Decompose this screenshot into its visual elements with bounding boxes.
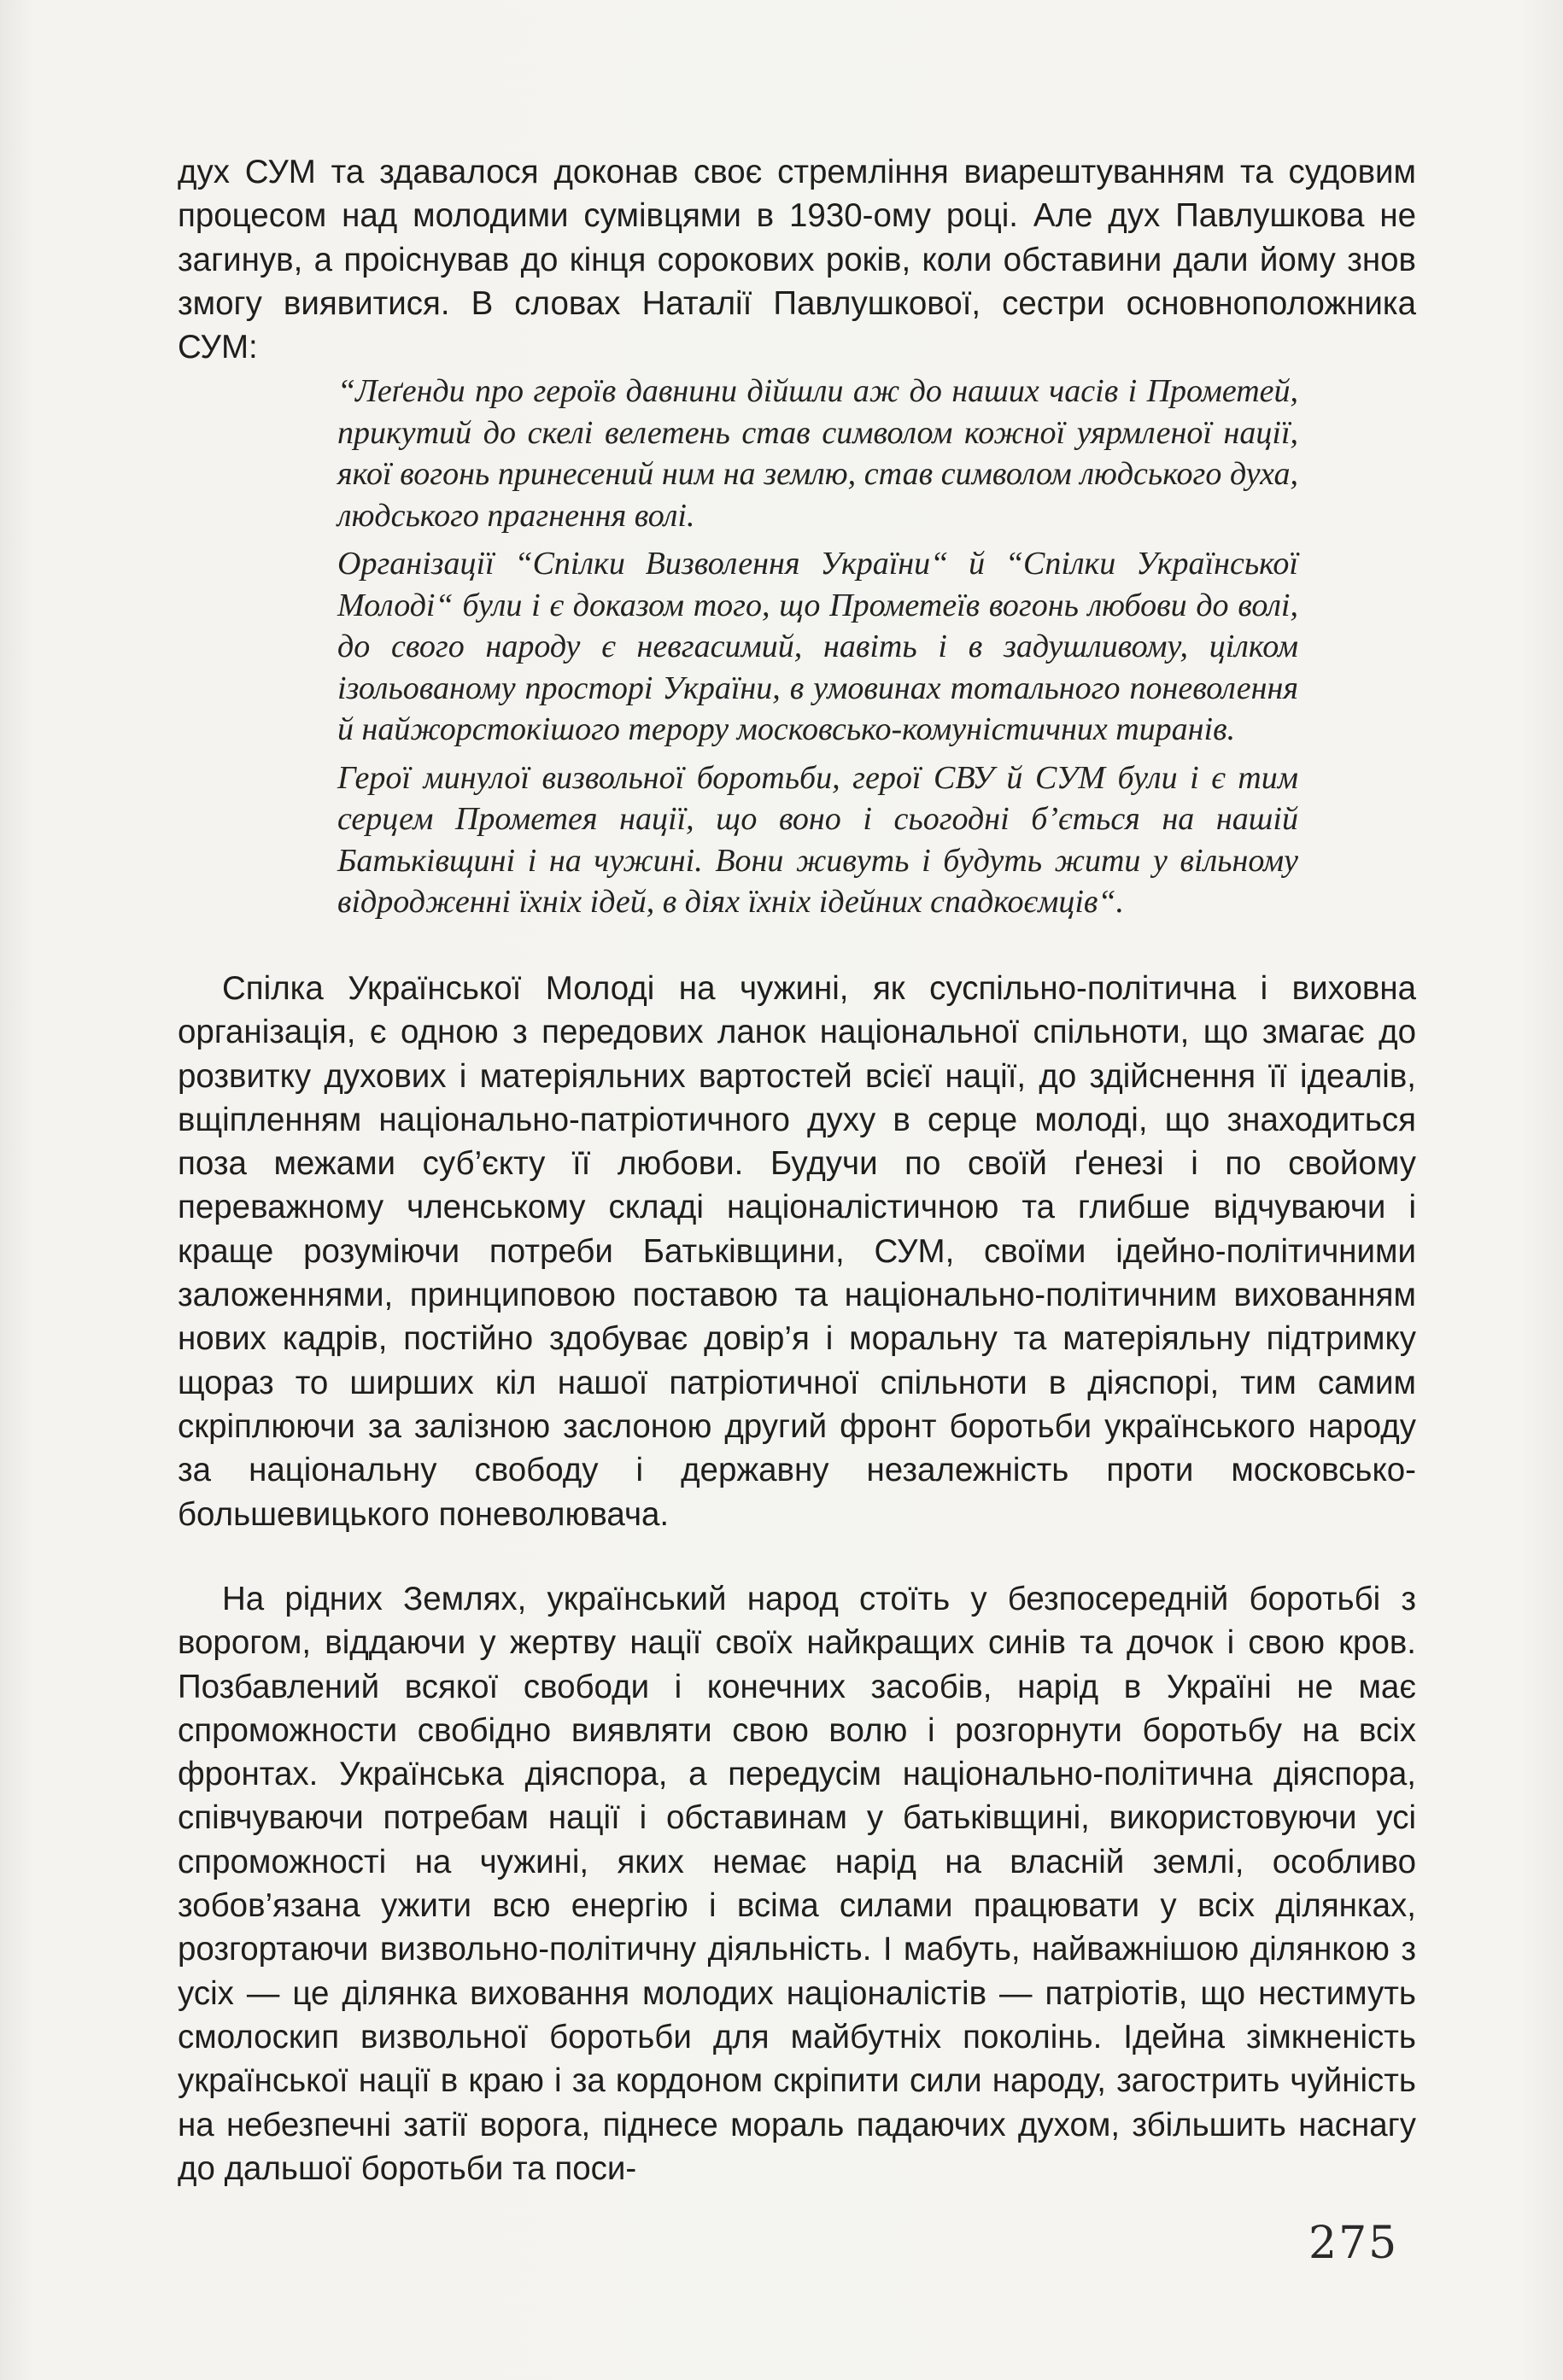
page-number: 275 [1308,2218,1399,2269]
intro-paragraph: дух СУМ та здавалося доконав своє стремління виарештуванням та судовим процесом над молодими сумівцями в 1930-ому році. Але дух Павлушкова не загинув, а проіснував до кінця сорокових років, коли обставини дали йому знов змогу виявитися. В словах Наталії Павлушкової, сестри основноположника СУМ: [178,154,1416,366]
quotation-block [337,371,1298,930]
body-paragraph-2: На рідних Землях, український народ стоїть у безпосередній боротьбі з ворогом, віддаючи у жертву нації своїх найкращих синів та дочок і свою кров. Позбавлений всякої свободи і конечних засобів, нарід в Україні не має спроможности свобідно виявляти свою волю і розгорнути боротьбу на всіх фронтах. Українська діяспора, а передусім національно-політична діяспора, співчуваючи потребам нації і обставинам у батьківщині, використовуючи усі спроможності на чужині, яких немає нарід на власній землі, особливо зобов’язана ужити всю енергію і всіма силами працювати у всіх ділянках, розгортаючи визвольно-політичну діяльність. І мабуть, найважнішою ділянкою з усіх — це ділянка виховання молодих націоналістів — патріотів, що нестимуть смолоскип визвольної боротьби для майбутніх поколінь. Ідейна зімкненість української нації в краю і за кордоном скріпити сили народу, загострить чуйність на небезпечні затії ворога, піднесе мораль падаючих духом, збільшить наснагу до дальшої боротьби та поси- [178,1581,1416,2187]
body-paragraph-1: Спілка Української Молоді на чужині, як суспільно-політична і виховна організація, є одною з передових ланок національної спільноти, що змагає до розвитку духових і матеріяльних вартостей всієї нації, до здійснення її ідеалів, вщіпленням національно-патріотичного духу в серце молоді, що знаходиться поза межами суб’єкту її любови. Будучи по своїй ґенезі і по свойому переважному членському складі націоналістичною та глибше відчуваючи і краще розуміючи потреби Батьківщини, СУМ, своїми ідейно-політичними заложеннями, принциповою поставою та національно-політичним вихованням нових кадрів, постійно здобуває довір’я і моральну та матеріяльну підтримку щораз то ширших кіл нашої патріотичної спільноти в діяспорі, тим самим скріплюючи за залізною заслоною другий фронт боротьби українського народу за національну свободу і державну незалежність проти московсько-большевицького поневолювача. [178,970,1416,1533]
body-paragraph-2-block [178,1577,1416,2190]
quote-paragraph-2: Організації “Спілки Визволення України“ й “Спілки Української Молоді“ були і є доказом того, що Прометеїв вогонь любови до волі, до свого народу є невгасимий, навіть і в задушливому, цілком ізольованому просторі України, в умовинах тотального поневолення й найжорстокішого терору московсько-комуністичних тиранів. [337,546,1298,747]
intro-paragraph-block [178,150,1416,369]
quote-paragraph-1: “Леґенди про героїв давнини дійшли аж до наших часів і Прометей, прикутий до скелі велетень став символом кожної уярмленої нації, якої вогонь принесений ним на землю, став символом людського духа, людського прагнення волі. [337,373,1298,534]
body-paragraph-1-block [178,967,1416,1536]
quote-paragraph-3: Герої минулої визвольної боротьби, герої СВУ й СУМ були і є тим серцем Прометея нації, що воно і сьогодні б’ється на нашій Батьківщині і на чужині. Вони живуть і будуть жити у вільному відродженні їхніх ідей, в діях їхніх ідейних спадкоємців“. [337,759,1298,920]
